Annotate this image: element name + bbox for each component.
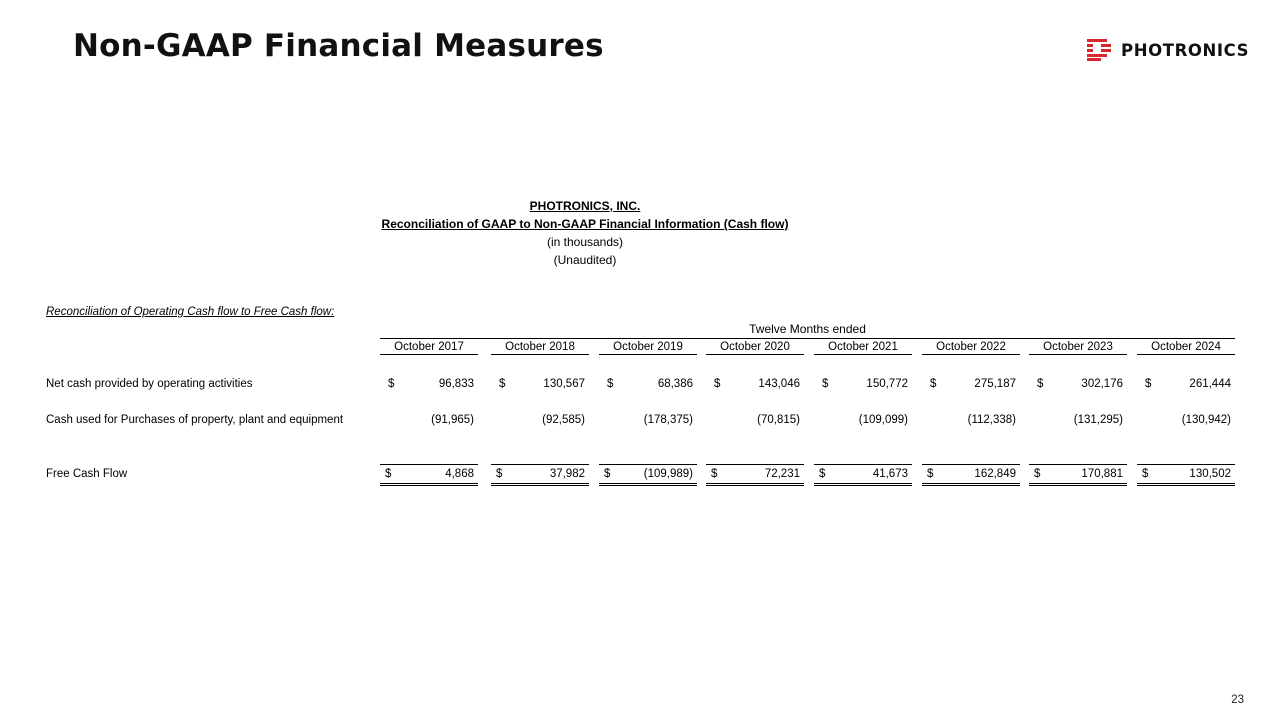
value-cell: 68,386 [657,378,693,390]
column-header: October 2022 [922,341,1020,355]
column-header: October 2020 [706,341,804,355]
report-audit-status: (Unaudited) [553,253,617,267]
period-header: Twelve Months ended [380,322,1235,339]
value-cell: (91,965) [431,414,474,426]
value-cell: (178,375) [643,414,693,426]
currency-symbol: $ [1037,378,1044,390]
currency-symbol: $ [1034,468,1041,480]
currency-symbol: $ [499,378,506,390]
value-cell: (109,989) [643,468,693,480]
column-header: October 2024 [1137,341,1235,355]
value-cell: 261,444 [1189,378,1231,390]
currency-symbol: $ [822,378,829,390]
company-name: PHOTRONICS, INC. [529,199,641,213]
currency-symbol: $ [388,378,395,390]
currency-symbol: $ [711,468,718,480]
photronics-logo-icon [1087,39,1113,61]
value-cell: 170,881 [1081,468,1123,480]
section-title: Reconciliation of Operating Cash flow to Free Cash flow: [46,306,335,318]
value-cell: 41,673 [872,468,908,480]
report-title: Reconciliation of GAAP to Non-GAAP Financial Information (Cash flow) [381,217,789,231]
row-label: Free Cash Flow [46,468,128,480]
page-number: 23 [1231,694,1244,706]
value-cell: 130,567 [543,378,585,390]
currency-symbol: $ [604,468,611,480]
currency-symbol: $ [930,378,937,390]
currency-symbol: $ [714,378,721,390]
column-header: October 2019 [599,341,697,355]
currency-symbol: $ [385,468,392,480]
report-units: (in thousands) [546,235,624,249]
currency-symbol: $ [927,468,934,480]
logo-text: PHOTRONICS [1121,40,1250,60]
value-cell: 4,868 [445,468,474,480]
column-header: October 2021 [814,341,912,355]
currency-symbol: $ [1142,468,1149,480]
row-label: Net cash provided by operating activities [46,378,253,390]
report-header [0,197,1170,269]
value-cell: 130,502 [1189,468,1231,480]
slide-title: Non-GAAP Financial Measures [73,28,604,64]
value-cell: (92,585) [542,414,585,426]
currency-symbol: $ [1145,378,1152,390]
value-cell: (131,295) [1073,414,1123,426]
value-cell: 150,772 [866,378,908,390]
value-cell: 302,176 [1081,378,1123,390]
value-cell: 143,046 [758,378,800,390]
value-cell: (70,815) [757,414,800,426]
value-cell: (130,942) [1181,414,1231,426]
value-cell: 162,849 [974,468,1016,480]
row-label: Cash used for Purchases of property, plant and equipment [46,414,344,426]
currency-symbol: $ [819,468,826,480]
currency-symbol: $ [607,378,614,390]
column-header: October 2018 [491,341,589,355]
column-header: October 2023 [1029,341,1127,355]
value-cell: (109,099) [858,414,908,426]
currency-symbol: $ [496,468,503,480]
value-cell: 96,833 [438,378,474,390]
company-logo [1087,39,1249,61]
value-cell: (112,338) [967,414,1016,426]
value-cell: 37,982 [549,468,585,480]
value-cell: 275,187 [974,378,1016,390]
column-header: October 2017 [380,341,478,355]
value-cell: 72,231 [764,468,800,480]
